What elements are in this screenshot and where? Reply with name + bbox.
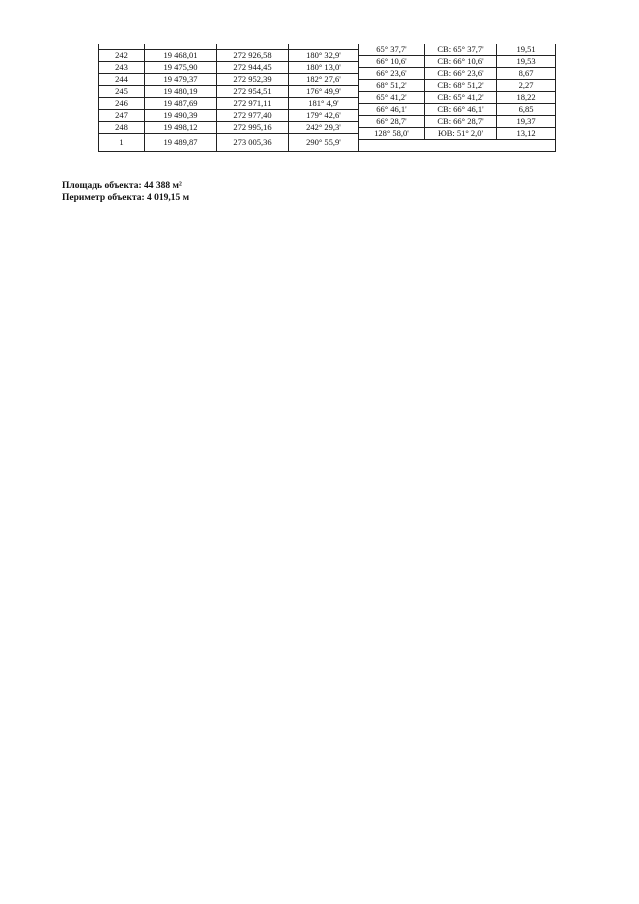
rhumb-cell: СВ: 65° 37,7' (425, 44, 497, 56)
point-x-cell: 19 489,87 (145, 134, 217, 152)
points-table (98, 44, 359, 152)
point-id-cell: 242 (99, 50, 145, 62)
table-row (99, 74, 359, 86)
direction-angle-cell: 66° 23,6' (359, 68, 425, 80)
empty-cell (359, 140, 556, 152)
point-y-cell: 272 971,11 (217, 98, 289, 110)
table-row (359, 128, 556, 140)
table-row (359, 92, 556, 104)
table-row (99, 110, 359, 122)
length-cell: 18,22 (497, 92, 556, 104)
point-x-cell: 19 479,37 (145, 74, 217, 86)
table-row (99, 62, 359, 74)
direction-angle-cell: 65° 41,2' (359, 92, 425, 104)
point-x-cell: 19 468,01 (145, 50, 217, 62)
point-y-cell: 272 995,16 (217, 122, 289, 134)
rhumb-cell: СВ: 66° 23,6' (425, 68, 497, 80)
table-row (359, 44, 556, 56)
point-y-cell: 272 977,40 (217, 110, 289, 122)
point-angle-cell: 179° 42,6' (289, 110, 359, 122)
point-y-cell: 272 952,39 (217, 74, 289, 86)
length-cell: 19,37 (497, 116, 556, 128)
table-row (359, 56, 556, 68)
rhumb-cell: СВ: 66° 10,6' (425, 56, 497, 68)
point-angle-cell: 182° 27,6' (289, 74, 359, 86)
point-x-cell: 19 480,19 (145, 86, 217, 98)
point-id-cell: 248 (99, 122, 145, 134)
table-row (99, 134, 359, 152)
table-row (359, 104, 556, 116)
rhumb-cell: СВ: 66° 28,7' (425, 116, 497, 128)
table-row (99, 50, 359, 62)
direction-angle-cell: 66° 28,7' (359, 116, 425, 128)
length-cell: 19,53 (497, 56, 556, 68)
table-row (99, 122, 359, 134)
direction-angle-cell: 66° 10,6' (359, 56, 425, 68)
table-row (359, 140, 556, 152)
area-text: Площадь объекта: 44 388 м² (62, 181, 182, 191)
length-cell: 13,12 (497, 128, 556, 140)
segments-table (358, 44, 556, 152)
direction-angle-cell: 68° 51,2' (359, 80, 425, 92)
table-row (359, 80, 556, 92)
length-cell: 2,27 (497, 80, 556, 92)
table-row (359, 116, 556, 128)
point-y-cell: 273 005,36 (217, 134, 289, 152)
point-id-cell: 244 (99, 74, 145, 86)
perimeter-text: Периметр объекта: 4 019,15 м (62, 193, 190, 203)
length-cell: 6,85 (497, 104, 556, 116)
point-id-cell: 247 (99, 110, 145, 122)
point-x-cell: 19 487,69 (145, 98, 217, 110)
point-x-cell: 19 490,39 (145, 110, 217, 122)
direction-angle-cell: 65° 37,7' (359, 44, 425, 56)
table-row (99, 86, 359, 98)
table-row (359, 68, 556, 80)
point-angle-cell: 290° 55,9' (289, 134, 359, 152)
table-row (99, 98, 359, 110)
direction-angle-cell: 66° 46,1' (359, 104, 425, 116)
point-angle-cell: 181° 4,9' (289, 98, 359, 110)
point-x-cell: 19 498,12 (145, 122, 217, 134)
rhumb-cell: СВ: 68° 51,2' (425, 80, 497, 92)
point-angle-cell: 180° 32,9' (289, 50, 359, 62)
rhumb-cell: СВ: 65° 41,2' (425, 92, 497, 104)
point-id-cell: 246 (99, 98, 145, 110)
point-id-cell: 1 (99, 134, 145, 152)
point-id-cell: 245 (99, 86, 145, 98)
direction-angle-cell: 128° 58,0' (359, 128, 425, 140)
rhumb-cell: ЮВ: 51° 2,0' (425, 128, 497, 140)
point-angle-cell: 176° 49,9' (289, 86, 359, 98)
point-x-cell: 19 475,90 (145, 62, 217, 74)
rhumb-cell: СВ: 66° 46,1' (425, 104, 497, 116)
length-cell: 8,67 (497, 68, 556, 80)
point-y-cell: 272 954,51 (217, 86, 289, 98)
point-angle-cell: 180° 13,0' (289, 62, 359, 74)
point-y-cell: 272 926,58 (217, 50, 289, 62)
length-cell: 19,51 (497, 44, 556, 56)
point-y-cell: 272 944,45 (217, 62, 289, 74)
object-summary (62, 180, 189, 204)
point-id-cell: 243 (99, 62, 145, 74)
point-angle-cell: 242° 29,3' (289, 122, 359, 134)
